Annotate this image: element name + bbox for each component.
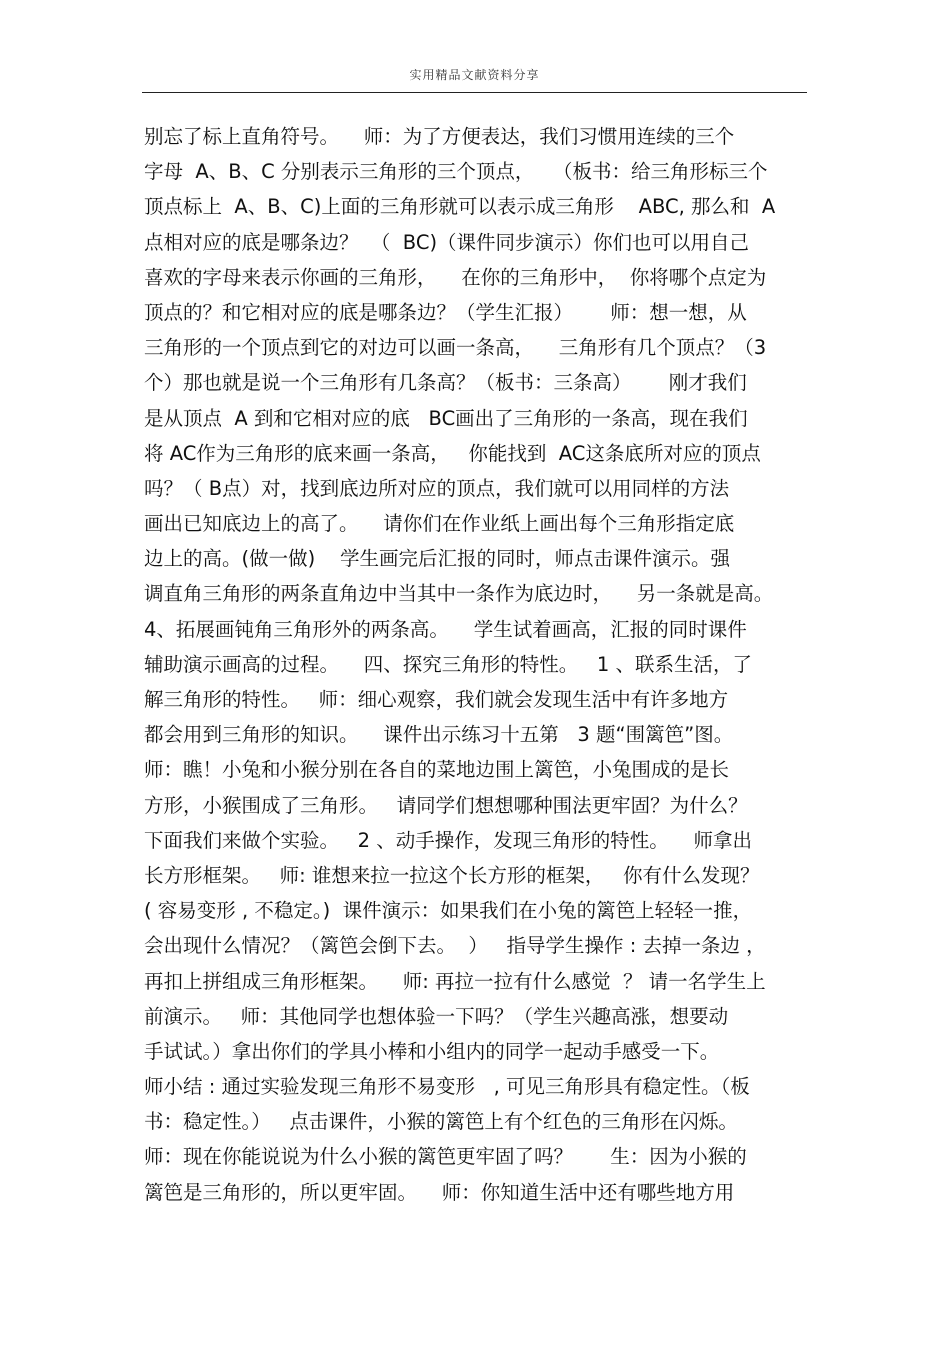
document-body (144, 119, 824, 1210)
body-line: 师：现在你能说说为什么小猴的篱笆更牢固了吗？ 生：因为小猴的 (144, 1145, 747, 1169)
body-line: 吗？（ B点）对，找到底边所对应的顶点，我们就可以用同样的方法 (144, 476, 730, 500)
body-line: 将 AC作为三角形的底来画一条高， 你能找到 AC这条底所对应的顶点 (144, 441, 761, 465)
body-line: 解三角形的特性。 师：细心观察，我们就会发现生活中有许多地方 (144, 688, 729, 711)
body-line: 三角形的一个顶点到它的对边可以画一条高， 三角形有几个顶点？（3 (144, 336, 767, 360)
body-line: 边上的高。(做一做) 学生画完后汇报的同时，师点击课件演示。强 (144, 547, 731, 571)
body-line: 个）那也就是说一个三角形有几条高？（板书：三条高） 刚才我们 (144, 371, 747, 395)
body-line: 篱笆是三角形的，所以更牢固。 师：你知道生活中还有哪些地方用 (144, 1180, 735, 1204)
body-line: 别忘了标上直角符号。 师：为了方便表达，我们习惯用连续的三个 (144, 125, 735, 148)
header-divider (142, 92, 807, 93)
body-line: 手试试。）拿出你们的学具小棒和小组内的同学一起动手感受一下。 (144, 1039, 720, 1063)
body-line: 书：稳定性。） 点击课件，小猴的篱笆上有个红色的三角形在闪烁。 (144, 1110, 738, 1134)
body-line: 画出已知底边上的高了。 请你们在作业纸上画出每个三角形指定底 (144, 512, 735, 536)
body-line: 4、拓展画钝角三角形外的两条高。 学生试着画高，汇报的同时课件 (144, 617, 747, 641)
body-line: 会出现什么情况？（篱笆会倒下去。 ） 指导学生操作 : 去掉一条边 ， (144, 934, 766, 958)
body-line: 方形，小猴围成了三角形。 请同学们想想哪种围法更牢固？为什么？ (144, 793, 748, 817)
page-header: 实用精品文献资料分享 (409, 68, 540, 82)
body-line: 辅助演示画高的过程。 四、探究三角形的特性。 1 、联系生活，了 (144, 652, 752, 676)
body-line: 下面我们来做个实验。 2 、动手操作，发现三角形的特性。 师拿出 (144, 828, 752, 852)
body-line: ( 容易变形 , 不稳定。) 课件演示：如果我们在小兔的篱笆上轻轻一推， (144, 899, 753, 923)
body-line: 再扣上拼组成三角形框架。 师: 再拉一拉有什么感觉 ？ 请一名学生上 (144, 969, 766, 993)
body-line: 前演示。 师：其他同学也想体验一下吗？（学生兴趣高涨，想要动 (144, 1004, 729, 1028)
body-line: 调直角三角形的两条直角边中当其中一条作为底边时， 另一条就是高。 (144, 582, 774, 606)
body-line: 是从顶点 A 到和它相对应的底 BC画出了三角形的一条高，现在我们 (144, 406, 748, 430)
body-line: 顶点的？和它相对应的底是哪条边？（学生汇报） 师：想一想，从 (144, 300, 747, 324)
body-line: 喜欢的字母来表示你画的三角形， 在你的三角形中， 你将哪个点定为 (144, 265, 767, 289)
body-line: 字母 A、B、C 分别表示三角形的三个顶点， （板书：给三角形标三个 (144, 160, 768, 184)
body-line: 点相对应的底是哪条边？ （ BC)（课件同步演示）你们也可以用自己 (144, 230, 750, 254)
body-line: 都会用到三角形的知识。 课件出示练习十五第 3 题“围篱笆”图。 (144, 723, 734, 747)
body-line: 长方形框架。 师: 谁想来拉一拉这个长方形的框架， 你有什么发现？ (144, 863, 760, 887)
body-line: 顶点标上 A、B、C)上面的三角形就可以表示成三角形 ABC, 那么和 A (144, 195, 776, 219)
body-line: 师：瞧！小兔和小猴分别在各自的菜地边围上篱笆，小兔围成的是长 (144, 758, 730, 782)
body-line: 师小结 : 通过实验发现三角形不易变形 , 可见三角形具有稳定性。（板 (144, 1075, 750, 1099)
